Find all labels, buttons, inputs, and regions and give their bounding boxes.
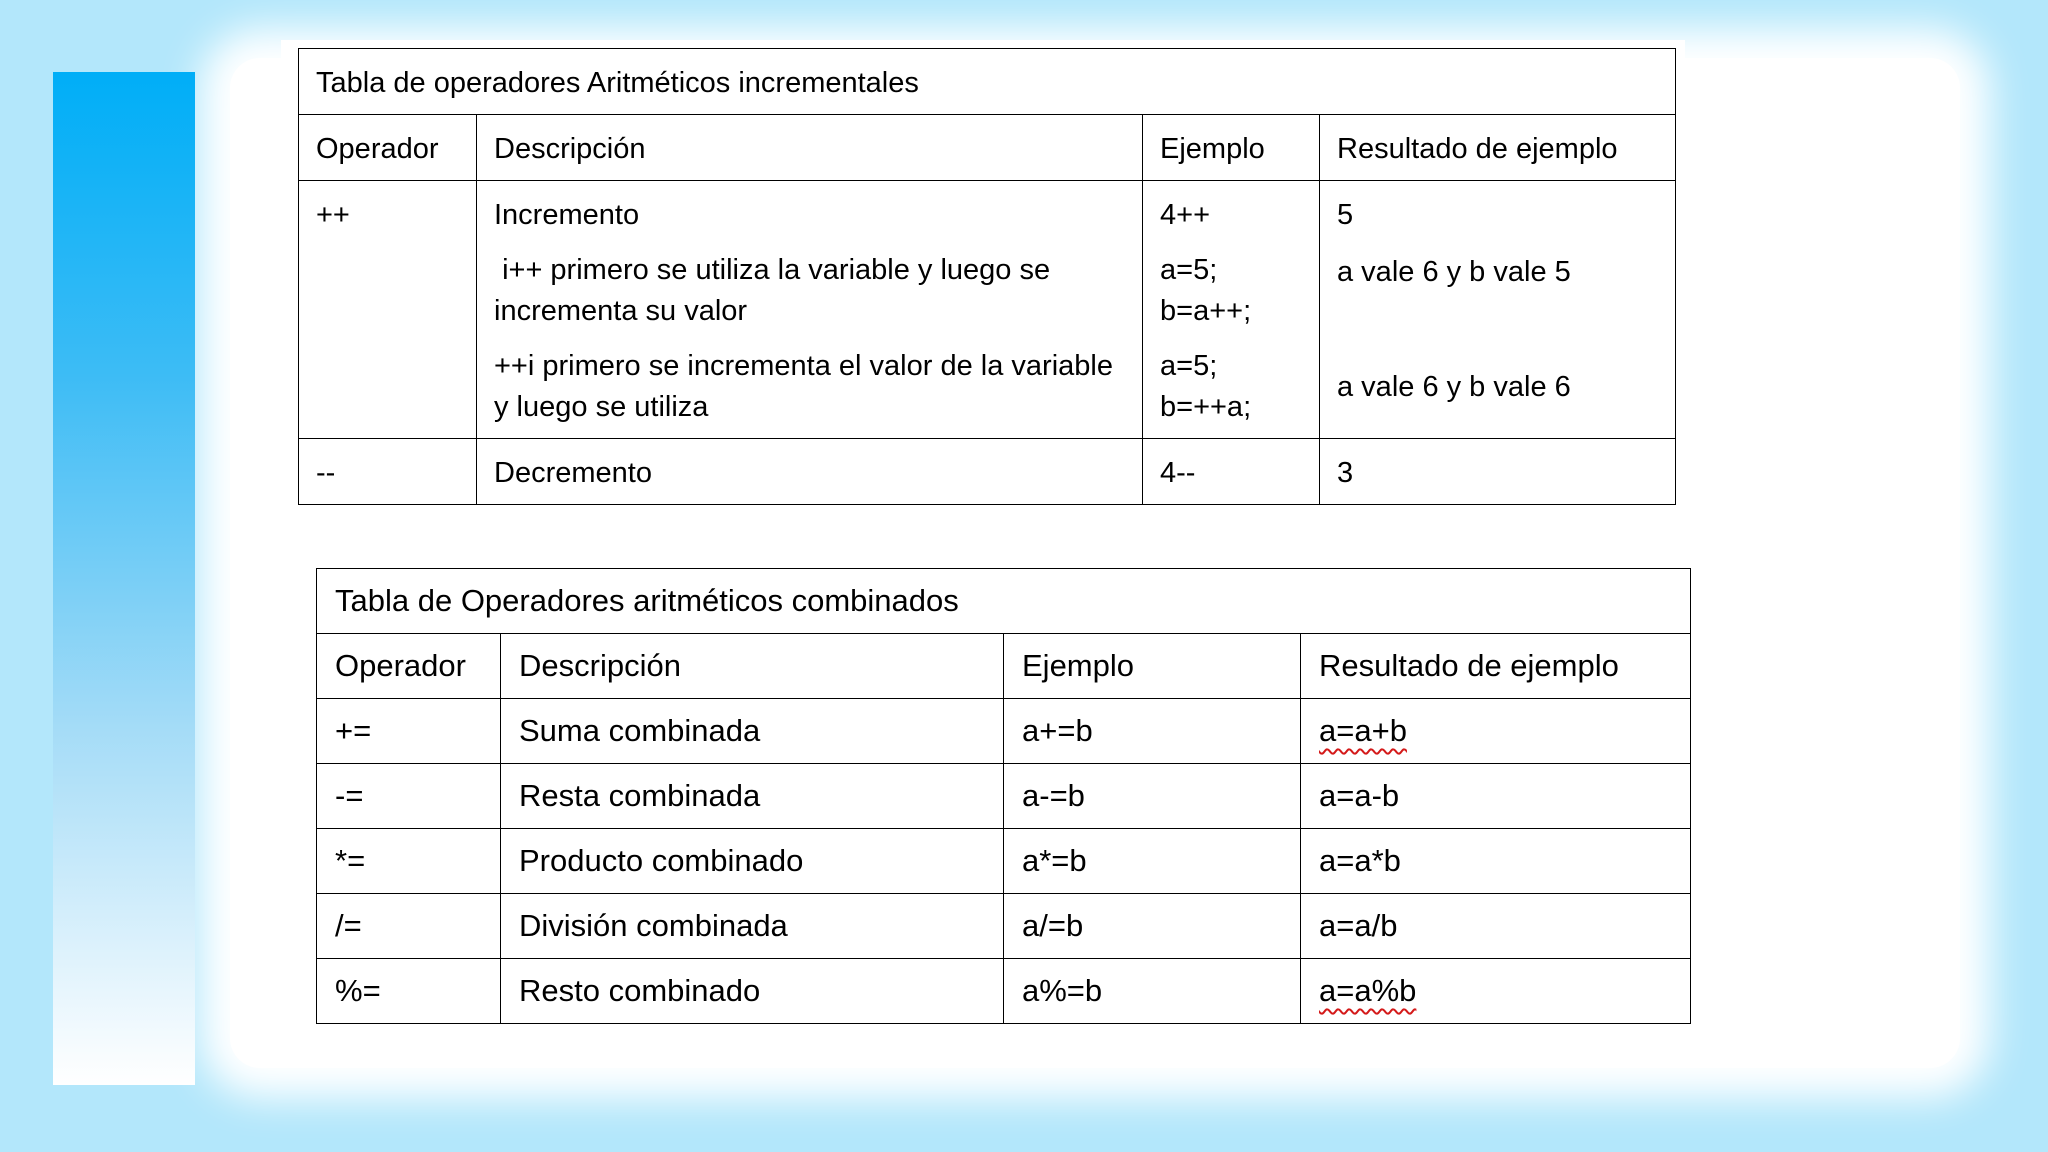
example-cell: 4-- <box>1143 439 1320 505</box>
operator-cell: += <box>317 699 501 764</box>
post-example-line2: b=a++; <box>1160 295 1252 327</box>
table-row <box>317 894 1691 959</box>
pre-example-line1: a=5; <box>1160 350 1218 382</box>
description-cell: Producto combinado <box>501 829 1004 894</box>
table-row <box>317 699 1691 764</box>
result-cell: 3 <box>1320 439 1676 505</box>
result-text: a=a%b <box>1319 973 1417 1008</box>
table-row <box>317 764 1691 829</box>
table-header-row <box>317 634 1691 699</box>
description-cell: Resto combinado <box>501 959 1004 1024</box>
example-cell: a/=b <box>1004 894 1301 959</box>
table-row-increment <box>299 181 1676 439</box>
operator-cell: -= <box>317 764 501 829</box>
header-operador: Operador <box>317 634 501 699</box>
header-operador: Operador <box>299 115 477 181</box>
operator-cell: /= <box>317 894 501 959</box>
operator-text: ++ <box>316 199 350 231</box>
combined-operators-table <box>316 568 1691 1024</box>
side-decoration-bar <box>53 72 195 1085</box>
description-cell: Decremento <box>477 439 1143 505</box>
result-cell: a=a-b <box>1301 764 1691 829</box>
header-ejemplo: Ejemplo <box>1004 634 1301 699</box>
header-resultado: Resultado de ejemplo <box>1301 634 1691 699</box>
header-descripcion: Descripción <box>477 115 1143 181</box>
result-cell <box>1320 181 1676 439</box>
description-cell: Resta combinada <box>501 764 1004 829</box>
operator-cell: %= <box>317 959 501 1024</box>
pre-result-text: a vale 6 y b vale 6 <box>1337 371 1571 403</box>
table-title-row <box>317 569 1691 634</box>
pre-example-line2: b=++a; <box>1160 391 1252 423</box>
result-cell <box>1301 959 1691 1024</box>
post-example-line1: a=5; <box>1160 254 1218 286</box>
post-increment-description: i++ primero se utiliza la variable y luego se incrementa su valor <box>494 254 1059 327</box>
header-descripcion: Descripción <box>501 634 1004 699</box>
example-text: 4++ <box>1160 199 1210 231</box>
table-header-row <box>299 115 1676 181</box>
table-title-row <box>299 49 1676 115</box>
description-text: Incremento <box>494 199 640 231</box>
result-text: 5 <box>1337 199 1354 231</box>
post-result-text: a vale 6 y b vale 5 <box>1337 256 1571 288</box>
description-cell: Suma combinada <box>501 699 1004 764</box>
example-cell: a+=b <box>1004 699 1301 764</box>
operator-cell <box>299 181 477 439</box>
operator-cell: *= <box>317 829 501 894</box>
result-cell: a=a/b <box>1301 894 1691 959</box>
incremental-operators-table <box>298 48 1676 505</box>
description-cell <box>477 181 1143 439</box>
table-title: Tabla de operadores Aritméticos incrementales <box>299 49 1676 115</box>
table-row <box>317 959 1691 1024</box>
table-title: Tabla de Operadores aritméticos combinados <box>317 569 1691 634</box>
result-cell: a=a*b <box>1301 829 1691 894</box>
result-text: a=a+b <box>1319 713 1407 748</box>
header-resultado: Resultado de ejemplo <box>1320 115 1676 181</box>
example-cell: a*=b <box>1004 829 1301 894</box>
table-row-decrement <box>299 439 1676 505</box>
operator-cell: -- <box>299 439 477 505</box>
example-cell: a%=b <box>1004 959 1301 1024</box>
header-ejemplo: Ejemplo <box>1143 115 1320 181</box>
table-row <box>317 829 1691 894</box>
example-cell: a-=b <box>1004 764 1301 829</box>
result-cell <box>1301 699 1691 764</box>
pre-increment-description: ++i primero se incrementa el valor de la variable y luego se utiliza <box>494 350 1113 423</box>
description-cell: División combinada <box>501 894 1004 959</box>
example-cell <box>1143 181 1320 439</box>
